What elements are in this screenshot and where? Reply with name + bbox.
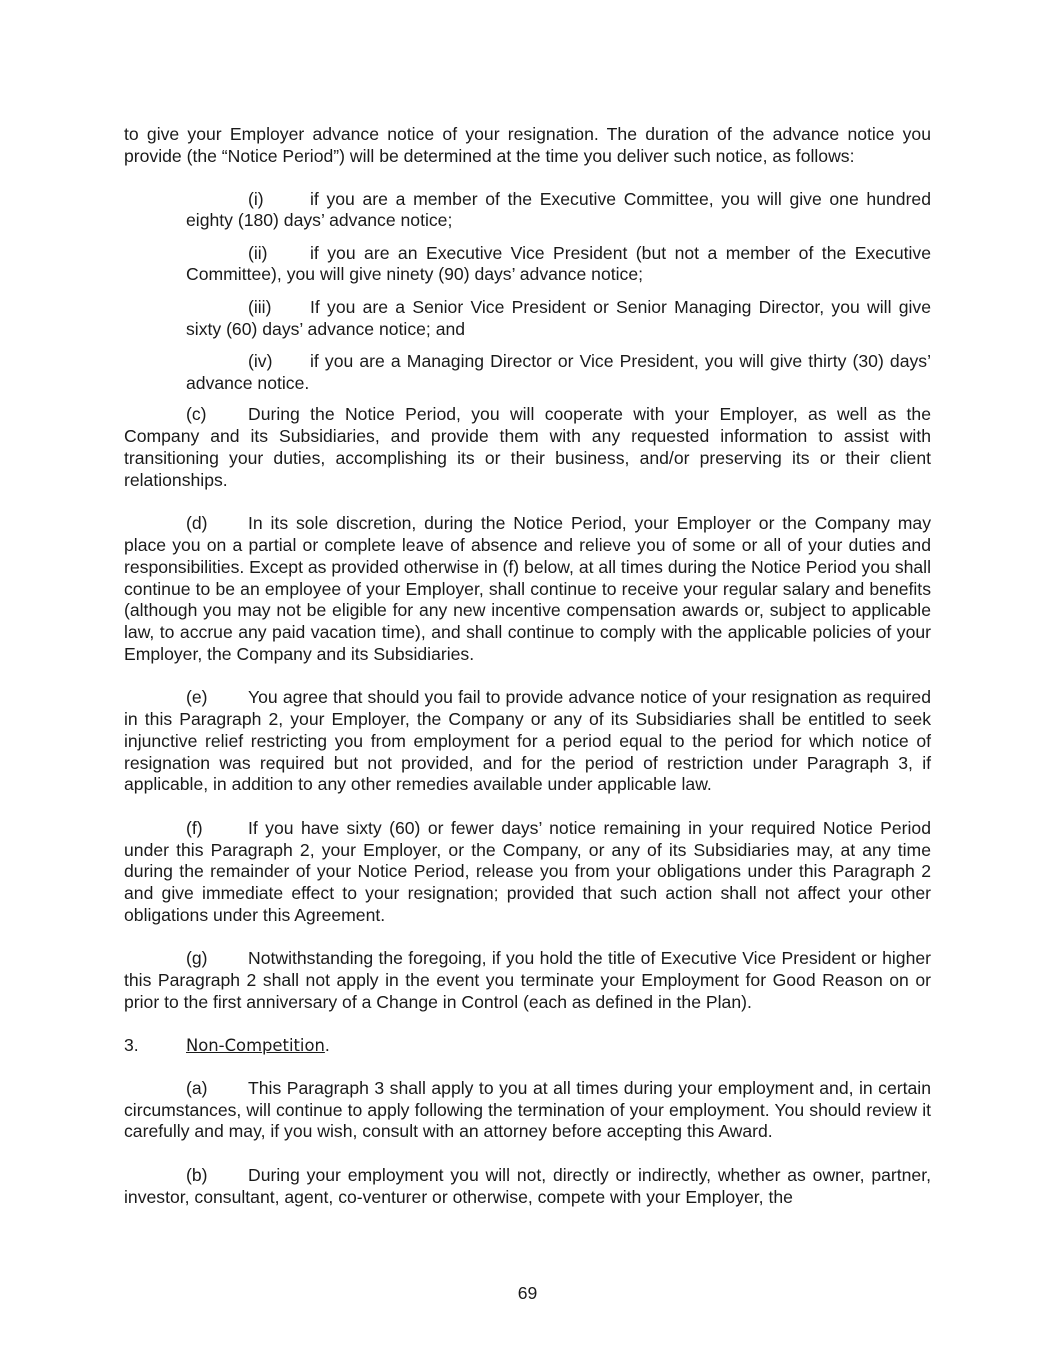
paragraph-e [124,687,931,796]
section-title: Non-Competition [186,1036,325,1056]
paragraph-text: During your employment you will not, directly or indirectly, whether as owner, partner, investor, consultant, agent, co-venturer or otherwise, compete with your Employer, the [124,1164,931,1207]
paragraph-label: (a) [186,1077,208,1098]
paragraph-c [124,404,931,491]
section-number: 3. [124,1035,139,1056]
paragraph-text: In its sole discretion, during the Notice Period, your Employer or the Company may place you on a partial or complete leave of absence and relieve you of some or all of your duties and responsibilities. Except as provided otherwise in (f) below, at all times during the Notice Period you shall continue to be an employee of your Employer, shall continue to receive your regular salary and benefits (although you may not be eligible for any new incentive compensation awards or, subject to applicable law, to accrue any paid vacation time), and shall continue to comply with the applicable policies of your Employer, the Company and its Subsidiaries. [124,513,931,664]
paragraph-text: This Paragraph 3 shall apply to you at all times during your employment and, in certain circumstances, will continue to apply following the termination of your employment. You should review it carefully and may, if you wish, consult with an attorney before accepting this Award. [124,1077,931,1142]
subitem-text: if you are an Executive Vice President (but not a member of the Executive Committee), you will give ninety (90) days’ advance notice; [186,242,931,285]
section-title-punct: . [324,1035,330,1056]
section-heading [124,1035,931,1057]
paragraph-label: (d) [186,513,208,534]
subitem-text: if you are a Managing Director or Vice President, you will give thirty (30) days’ advance notice. [186,350,931,393]
subitem-ii [186,243,931,287]
paragraph-text: If you have sixty (60) or fewer days’ notice remaining in your required Notice Period under this Paragraph 2, your Employer, or the Company, or any of its Subsidiaries may, at any time during the remainder of your Notice Period, release you from your obligations under this Paragraph 2 and give immediate effect to your resignation; provided that such action shall not affect your other obligations under this Agreement. [124,817,931,925]
subitem-label: (iv) [248,350,273,371]
intro-paragraph: to give your Employer advance notice of your resignation. The duration of the advance notice you provide (the “Notice Period”) will be determined at the time you deliver such notice, as follows: [124,124,931,166]
subitem-i [186,189,931,233]
document-body [124,124,931,1230]
paragraph-label: (f) [186,817,203,838]
paragraph-f [124,818,931,927]
paragraph-label: (g) [186,948,208,969]
subitem-label: (iii) [248,296,272,317]
paragraph-d [124,513,931,666]
subitem-label: (ii) [248,242,268,263]
subitem-iv [186,351,931,395]
section3-paragraph-a [124,1078,931,1143]
subitem-text: if you are a member of the Executive Committee, you will give one hundred eighty (180) days’ advance notice; [186,188,931,231]
subitem-text: If you are a Senior Vice President or Senior Managing Director, you will give sixty (60) days’ advance notice; and [186,296,931,339]
paragraph-label: (e) [186,687,208,708]
paragraph-g [124,948,931,1013]
page-number: 69 [517,1283,538,1303]
paragraph-text: You agree that should you fail to provide advance notice of your resignation as required in this Paragraph 2, your Employer, the Company or any of its Subsidiaries shall be entitled to seek injunctive relief restricting you from employment for a period equal to the period for which notice of resignation was required but not provided, and for the period of restriction under Paragraph 3, if applicable, in addition to any other remedies available under applicable law. [124,687,931,795]
paragraph-text: During the Notice Period, you will cooperate with your Employer, as well as the Company and its Subsidiaries, and provide them with any requested information to assist with transitioning your duties, accomplishing its or their business, and/or preserving its or their client relationships. [124,404,931,490]
paragraph-label: (c) [186,404,207,425]
paragraph-text: Notwithstanding the foregoing, if you hold the title of Executive Vice President or higher this Paragraph 2 shall not apply in the event you terminate your Employment for Good Reason on or prior to the first anniversary of a Change in Control (each as defined in the Plan). [124,948,931,1012]
subitem-label: (i) [248,188,264,209]
subitem-iii [186,297,931,341]
paragraph-label: (b) [186,1164,208,1185]
section3-paragraph-b [124,1165,931,1209]
